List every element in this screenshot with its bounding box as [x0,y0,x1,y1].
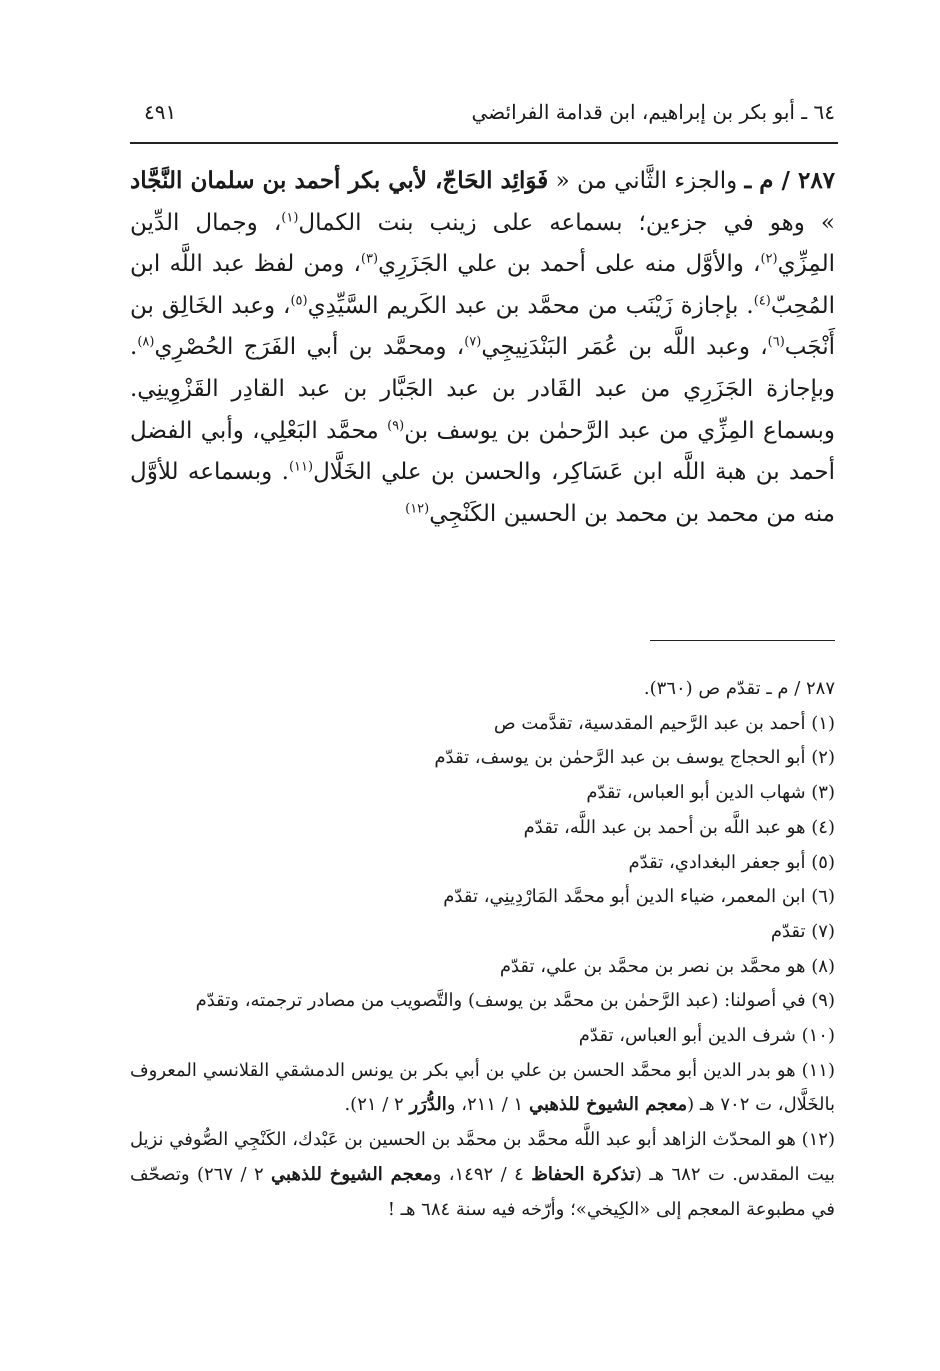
footnote-ref-2: (٢) [760,251,778,267]
footnote-ref-5: (٥) [290,293,308,309]
footnote-7: (٧) تقدّم [770,920,835,942]
footnote-11-text-3: ٢ / ٢١). [344,1094,410,1116]
footnote-ref-6: (٦) [767,334,785,350]
entry-text-3: ، والأوَّل منه على أحمد بن علي الجَزَرِي [378,251,761,278]
entry-text-6: ، وعبد الخَالِق بن أَنْجَب [130,292,836,361]
footnote-11-source-1: معجم الشيوخ للذهبي [528,1094,688,1116]
footnote-11-text: (١١) هو بدر الدين أبو محمَّد الحسن بن علي بن أبي بكر بن يونس الدمشقي القلانسي المعروف بالخَلَّال، ت ٧٠٢ هـ ( [130,1059,835,1116]
footnote-ref-8: (٨) [137,334,155,350]
footnote-12-text-2: ٤ / ١٤٩٢، و [432,1163,532,1185]
entry-text-8: ، ومحمَّد بن أبي الفَرَج الحُصْرِي [154,334,465,361]
footnote-ref-7: (٧) [464,334,482,350]
footnote-4: (٤) هو عبد اللَّه بن أحمد بن عبد اللَّه، تقدّم [523,816,835,838]
footnote-ref-9: (٩) [387,417,405,433]
entry-text-9: . وبإجازة الجَزَرِي من عبد القَادر بن عبد الجَبَّار بن عبد القادِر القَزْوِينِي. وبسماع المِزِّي من عبد الرَّحمٰن بن يوسف بن [130,334,836,444]
footnote-11-source-2: الدُّرَر [409,1094,447,1116]
running-header [130,100,835,140]
footnote-12-text-3: ٢ / ٢٦٧) وتصحّف في مطبوعة المعجم إلى «الكِيخي»؛ وأرّخه فيه سنة ٦٨٤ هـ ! [130,1163,835,1220]
entry-text-4: ، ومن لفظ عبد اللَّه ابن المُحِبّ [130,251,835,319]
footnote-entry-ref: ٢٨٧ / م ـ تقدّم ص (٣٦٠). [643,678,835,699]
header-rule [130,142,838,144]
entry-intro: والجزء الثَّاني من « [555,168,738,194]
footnote-rule [650,640,835,641]
footnote-ref-1: (١) [281,209,299,225]
entry-text-1: » وهو في جزءين؛ بسماعه على زينب بنت الكمال [298,209,835,236]
footnote-11 [130,1054,835,1123]
entry-text-5: . بإجازة زَيْنَب من محمَّد بن عبد الكَريم السَّيِّدِي [307,292,754,319]
entry-text-10: محمَّد البَعْلِي، وأبي الفضل أحمد بن هبة اللَّه ابن عَسَاكِر، والحسن بن علي الخَلَّال [130,417,835,486]
entry-text-11: . وبسماعه للأوَّل منه من محمد بن محمد بن الحسين الكَنْجِي [130,459,835,527]
footnote-ref-3: (٣) [360,251,379,267]
footnote-12-text: (١٢) هو المحدّث الزاهد أبو عبد اللَّه محمَّد بن محمَّد بن الحسين بن عَبْدك، الكَنْجِي الصُّوفي نزيل بيت المقدس. ت ٦٨٢ هـ ( [129,1129,835,1185]
footnote-12-source-2: معجم الشيوخ للذهبي [271,1163,433,1185]
footnote-1: (١) أحمد بن عبد الرَّحيم المقدسية، تقدَّمت ص [493,712,835,734]
footnote-3: (٣) شهاب الدين أبو العباس، تقدّم [586,782,835,804]
footnote-5: (٥) أبو جعفر البغدادي، تقدّم [628,851,835,873]
entry-text-2: ، وجمال الدِّين المِزِّي [130,209,835,278]
footnote-8: (٨) هو محمَّد بن نصر بن محمَّد بن علي، تقدّم [499,955,835,977]
footnote-12 [130,1123,835,1227]
footnotes [130,672,835,1227]
work-title: فَوَائِد الحَاجّ، لأبي بكر أحمد بن سلمان النَّجَّاد [130,167,549,194]
page-number: ٤٩١ [144,100,177,124]
entry-paragraph [130,160,835,535]
footnote-ref-11: (١١) [288,459,314,475]
footnote-2: (٢) أبو الحجاج يوسف بن عبد الرَّحمٰن بن يوسف، تقدّم [434,747,835,769]
footnote-ref-4: (٤) [753,293,771,309]
footnote-10: (١٠) شرف الدين أبو العباس، تقدّم [578,1025,835,1047]
chapter-title: ٦٤ ـ أبو بكر بن إبراهيم، ابن قدامة الفرائضي [471,100,835,124]
footnote-12-source-1: تذكرة الحفاظ [531,1163,635,1185]
footnote-6: (٦) ابن المعمر، ضياء الدين أبو محمَّد المَارْدِينِي، تقدّم [443,886,835,908]
footnote-11-text-2: ١ / ٢١١، و [446,1094,529,1116]
entry-number: ٢٨٧ / م ـ [744,167,836,194]
footnote-9: (٩) في أصولنا: (عبد الرَّحمٰن بن محمَّد بن يوسف) والتَّصويب من مصادر ترجمته، وتقدّم [195,990,835,1012]
footnote-ref-12: (١٢) [405,501,430,517]
entry-text-7: ، وعبد اللَّه بن عُمَر البَنْدَنِيجِي [481,334,768,361]
